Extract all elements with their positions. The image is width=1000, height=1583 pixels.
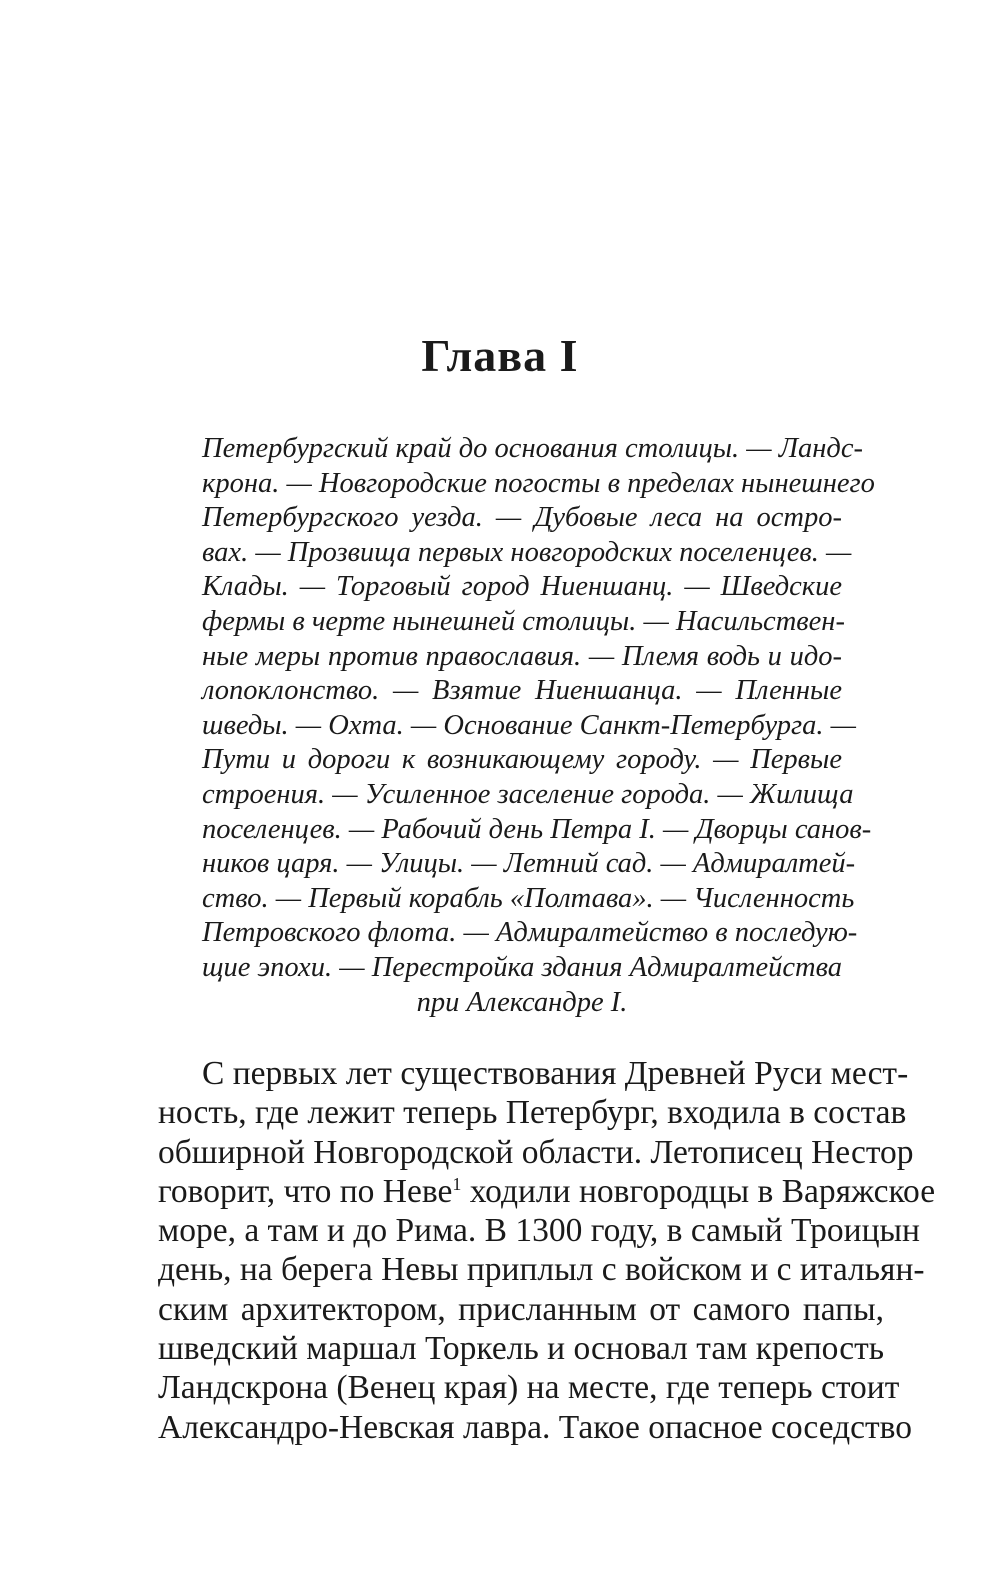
summary-line-last: при Александре I.	[416, 986, 628, 1018]
summary-line: строения. — Усиленное заселение города. — Жилища	[202, 778, 854, 810]
body-line-part: говорит, что по Неве	[158, 1172, 453, 1210]
body-paragraph	[158, 1054, 936, 1447]
summary-line: Клады. — Торговый город Ниеншанц. — Шведские	[202, 571, 842, 603]
summary-line: шведы. — Охта. — Основание Санкт-Петербурга. —	[202, 709, 856, 741]
footnote-reference[interactable]: 1	[452, 1173, 462, 1194]
summary-line: Петровского флота. — Адмиралтейство в последую-	[202, 917, 858, 949]
summary-line: вах. — Прозвища первых новгородских поселенцев. —	[202, 536, 852, 568]
body-line-part: ходили новгородцы в Варяжское	[469, 1172, 936, 1210]
summary-line: Пути и дороги к возникающему городу. — Первые	[202, 744, 842, 776]
body-line: С первых лет существования Древней Руси мест-	[202, 1055, 909, 1092]
summary-line: Петербургский край до основания столицы. — Ландс-	[202, 433, 863, 464]
summary-line: фермы в черте нынешней столицы. — Насильствен-	[202, 605, 845, 637]
summary-line: Петербургского уезда. — Дубовые леса на остро-	[202, 502, 842, 534]
body-line: Ландскрона (Венец края) на месте, где теперь стоит	[158, 1369, 900, 1407]
summary-line: лопоклонство. — Взятие Ниеншанца. — Пленные	[202, 675, 842, 707]
summary-line: ные меры против православия. — Племя водь и идо-	[202, 640, 842, 672]
body-line: обширной Новгородской области. Летописец Нестор	[158, 1133, 914, 1171]
body-line-with-footnote	[158, 1172, 936, 1211]
summary-line: крона. — Новгородские погосты в пределах нынешнего	[202, 467, 875, 499]
summary-line: ство. — Первый корабль «Полтава». — Численность	[202, 882, 855, 914]
body-line: день, на берега Невы приплыл с войском и с итальян-	[158, 1251, 925, 1289]
summary-line: щие эпохи. — Перестройка здания Адмиралтейства	[202, 951, 842, 983]
body-line: море, а там и до Рима. В 1300 году, в самый Троицын	[158, 1212, 920, 1250]
summary-line: поселенцев. — Рабочий день Петра I. — Дворцы санов-	[202, 813, 872, 845]
body-line: Александро-Невская лавра. Такое опасное соседство	[158, 1408, 913, 1446]
chapter-title: Глава I	[421, 330, 579, 381]
body-line: ским архитектором, присланным от самого папы,	[158, 1290, 884, 1328]
chapter-summary	[202, 432, 875, 1020]
summary-line: ников царя. — Улицы. — Летний сад. — Адмиралтей-	[202, 848, 856, 880]
body-line: ность, где лежит теперь Петербург, входила в состав	[158, 1094, 907, 1132]
body-line: шведский маршал Торкель и основал там крепость	[158, 1330, 884, 1368]
